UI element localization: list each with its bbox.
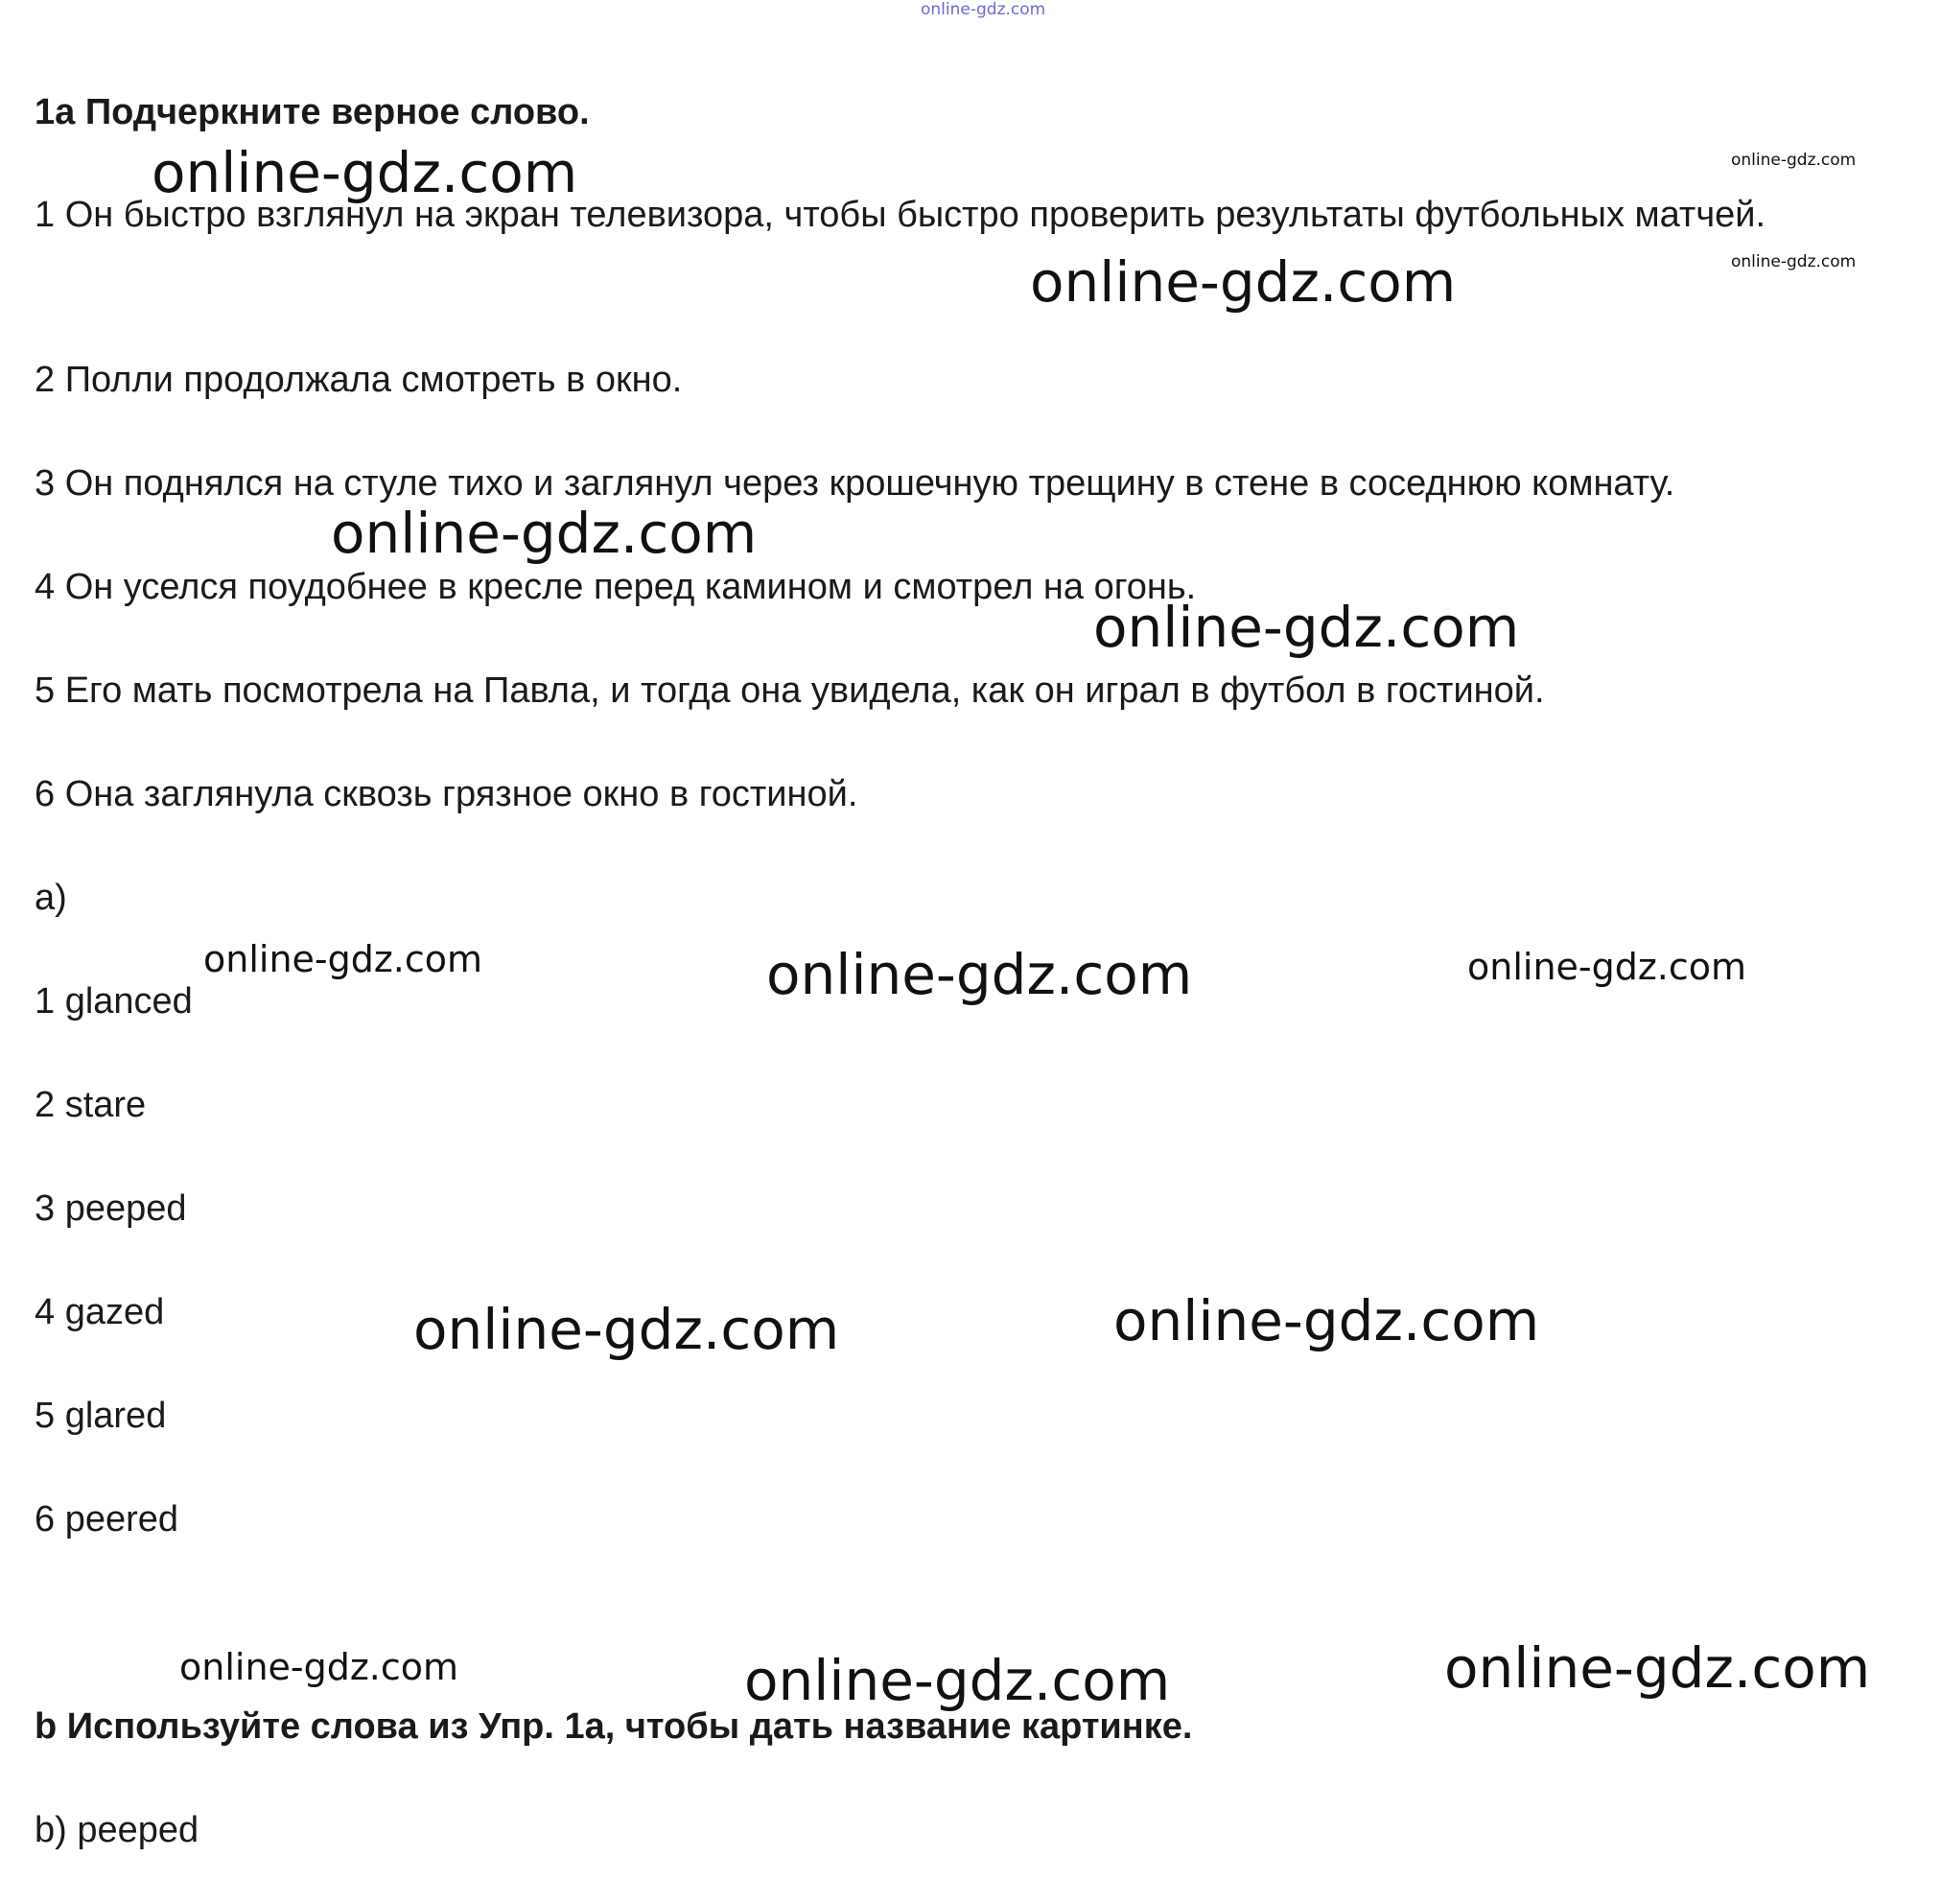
- sentence-6: 6 Она заглянула сквозь грязное окно в гостиной.: [35, 774, 858, 814]
- answer-1: 1 glanced: [35, 981, 193, 1022]
- watermark: online-gdz.com: [1467, 946, 1747, 988]
- watermark: online-gdz.com: [766, 942, 1193, 1007]
- watermark: online-gdz.com: [331, 501, 758, 566]
- answer-6: 6 peered: [35, 1499, 179, 1540]
- answers-label: a): [35, 878, 67, 918]
- watermark: online-gdz.com: [744, 1648, 1171, 1713]
- watermark: online-gdz.com: [203, 938, 483, 980]
- sentence-2: 2 Полли продолжала смотреть в окно.: [35, 360, 683, 400]
- sentence-5: 5 Его мать посмотрела на Павла, и тогда она увидела, как он играл в футбол в гостиной.: [35, 670, 1545, 711]
- answer-2: 2 stare: [35, 1085, 147, 1125]
- watermark: online-gdz.com: [413, 1297, 840, 1362]
- watermark: online-gdz.com: [1444, 1635, 1871, 1701]
- sentence-1: 1 Он быстро взглянул на экран телевизора, чтобы быстро проверить результаты футбольных матчей.: [35, 195, 1766, 235]
- sentence-3: 3 Он поднялся на стуле тихо и заглянул через крошечную трещину в стене в соседнюю комнату.: [35, 463, 1675, 504]
- answer-3: 3 peeped: [35, 1188, 187, 1229]
- watermark: online-gdz.com: [1731, 151, 1857, 170]
- answer-5: 5 glared: [35, 1396, 167, 1436]
- exercise-a-heading: 1a Подчеркните верное слово.: [35, 92, 590, 132]
- watermark: online-gdz.com: [179, 1646, 459, 1688]
- watermark: online-gdz.com: [1030, 249, 1457, 315]
- watermark: online-gdz.com: [1093, 595, 1520, 660]
- exercise-b-heading: b Используйте слова из Упр. 1a, чтобы дать название картинке.: [35, 1706, 1193, 1747]
- watermark: online-gdz.com: [1731, 252, 1857, 271]
- watermark: online-gdz.com: [152, 140, 578, 205]
- exercise-b-answer: b) peeped: [35, 1810, 199, 1850]
- watermark: online-gdz.com: [1113, 1288, 1540, 1353]
- sentence-4: 4 Он уселся поудобнее в кресле перед камином и смотрел на огонь.: [35, 567, 1197, 607]
- answer-4: 4 gazed: [35, 1292, 165, 1332]
- header-watermark: online-gdz.com: [921, 0, 1046, 19]
